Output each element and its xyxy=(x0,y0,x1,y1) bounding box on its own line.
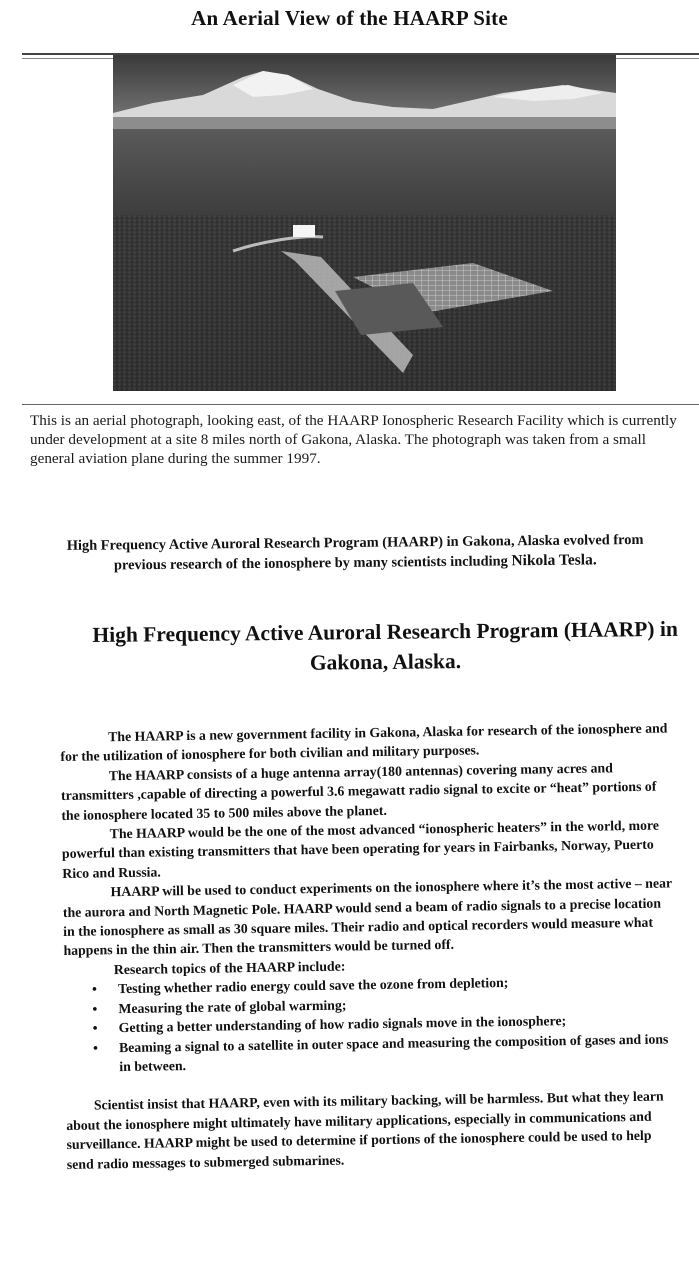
intro-name: Nikola Tesla. xyxy=(511,551,597,570)
bullet-icon: • xyxy=(92,1020,98,1036)
paragraph-2: The HAARP consists of a huge antenna array(180 antennas) covering many acres and transmitters ,capable of directing a powerful 3.6 megawatt radio signal to excite or “heat” portions of the ionosphere located 35 to 500 miles above the planet. xyxy=(60,760,657,823)
list-item xyxy=(93,1029,678,1077)
bullet-icon: • xyxy=(92,1001,98,1017)
paragraph-3: The HAARP would be the one of the most advanced “ionospheric heaters” in the world, more powerful than existing transmitters that have been operating for years in Fairbanks, Norway, Puerto Rico and Russia. xyxy=(61,817,660,881)
article-body xyxy=(60,718,679,1173)
paragraph-1: The HAARP is a new government facility in Gakona, Alaska for research of the ionosphere and for the utilization of ionosphere for both civilian and military purposes. xyxy=(60,720,668,765)
bullet-icon: • xyxy=(92,1039,98,1056)
topic-text: Getting a better understanding of how radio signals move in the ionosphere; xyxy=(118,1013,567,1036)
bullet-icon: • xyxy=(91,981,98,997)
topics-list xyxy=(64,971,677,1078)
topic-text: Testing whether radio energy could save the ozone from depletion; xyxy=(117,975,509,997)
caption-rule xyxy=(22,404,699,405)
photo-caption: This is an aerial photograph, looking east, of the HAARP Ionospheric Research Facility which is currently under development at a site 8 miles north of Gakona, Alaska. The photograph was taken from a small general aviation plane during the summer 1997. xyxy=(30,412,677,467)
main-heading: High Frequency Active Auroral Research Program (HAARP) in Gakona, Alaska. xyxy=(92,616,678,675)
topics-lead: Research topics of the HAARP include: xyxy=(113,958,346,978)
aerial-photo xyxy=(113,55,616,391)
page-title: An Aerial View of the HAARP Site xyxy=(191,6,508,30)
paragraph-4: HAARP will be used to conduct experiments on the ionosphere where it’s the most active – near the aurora and North Magnetic Pole. HAARP would send a beam of radio signals to a precise location in the ionosphere as small as 30 square miles. Their radio and optical recorders would measure what happens in the thin air. Then the transmitters would be turned off. xyxy=(62,875,672,959)
topic-text: Measuring the rate of global warming; xyxy=(118,997,347,1016)
intro-text: High Frequency Active Auroral Research Program (HAARP) in Gakona, Alaska evolved from previous research of the ionosphere by many scientists including xyxy=(66,531,644,574)
topic-text: Beaming a signal to a satellite in outer space and measuring the composition of gases and ions in between. xyxy=(118,1030,669,1075)
closing-paragraph: Scientist insist that HAARP, even with its military backing, will be harmless. But what they learn about the ionosphere might ultimately have military applications, especially in communications and surveillance. HAARP might be used to determine if portions of the ionosphere could be used to help send radio messages to submerged submarines. xyxy=(66,1088,664,1172)
intro-paragraph xyxy=(60,530,650,576)
